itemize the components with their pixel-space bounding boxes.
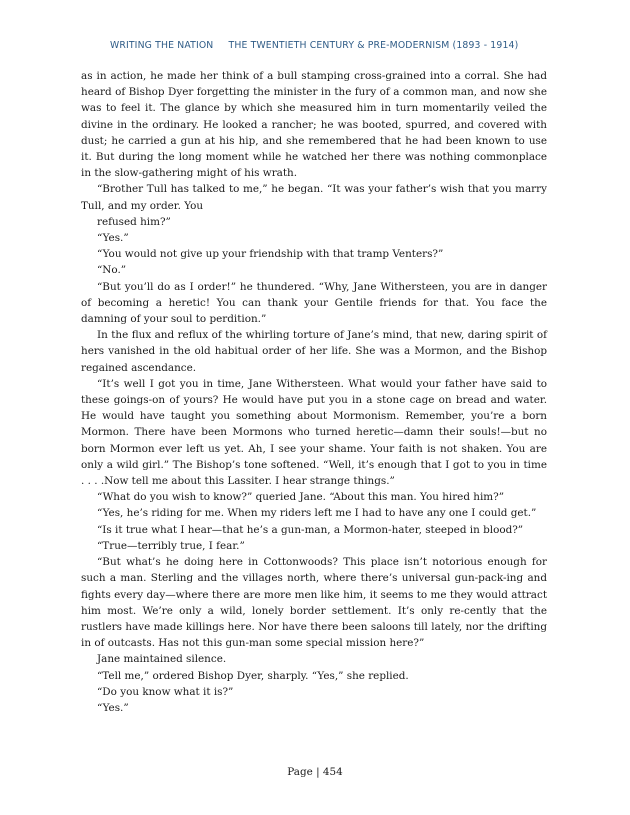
header-chapter-title: THE TWENTIETH CENTURY & PRE-MODERNISM (1893 - 1914) [228, 40, 519, 51]
page-number: Page | 454 [287, 766, 343, 778]
running-header [110, 40, 530, 51]
paragraph: “True—terribly true, I fear.” [97, 539, 245, 552]
paragraph: “Yes, he’s riding for me. When my riders left me I had to have any one I could get.” [97, 507, 537, 520]
paragraph: “Is it true what I hear—that he’s a gun-man, a Mormon-hater, steeped in blood?” [97, 523, 524, 536]
paragraph: “It’s well I got you in time, Jane Withersteen. What would your father have said to these goings-on of yours? He would have put you in a stone cage on bread and water. He would have taught you something about Mormonism. Remember, you’re a born Mormon. There have been Mormons who turned heretic—damn their souls!—but no born Mormon ever left us yet. Ah, I see your shame. Your faith is not shaken. You are only a wild girl.” The Bishop’s tone softened. “Well, it’s enough that I got to you in time . . . .Now tell me about this Lassiter. I hear strange things.” [81, 377, 547, 488]
paragraph: In the flux and reflux of the whirling torture of Jane’s mind, that new, daring spirit of hers vanished in the old habitual order of her life. She was a Mormon, and the Bishop regained ascendance. [81, 329, 547, 374]
paragraph: “No.” [97, 264, 127, 277]
page-footer [0, 766, 630, 778]
paragraph: “Do you know what it is?” [97, 685, 234, 698]
page-body [81, 68, 547, 716]
paragraph: “But you’ll do as I order!” he thundered. “Why, Jane Withersteen, you are in danger of becoming a heretic! You can thank your Gentile friends for that. You face the damning of your soul to perdition.” [81, 280, 547, 326]
paragraph: “What do you wish to know?” queried Jane. “About this man. You hired him?” [97, 491, 505, 504]
paragraph: “Tell me,” ordered Bishop Dyer, sharply. “Yes,” she replied. [97, 669, 409, 682]
paragraph: “Yes.” [97, 701, 129, 714]
paragraph: “Yes.” [97, 232, 129, 245]
paragraph: “Brother Tull has talked to me,” he began. “It was your father’s wish that you marry Tull, and my order. You [81, 183, 547, 212]
header-section-label: WRITING THE NATION [110, 40, 214, 51]
paragraph: “You would not give up your friendship with that tramp Venters?” [97, 248, 444, 261]
paragraph: Jane maintained silence. [97, 653, 227, 666]
paragraph: “But what’s he doing here in Cottonwoods? This place isn’t notorious enough for such a man. Sterling and the villages north, where there’s universal gun-pack-ing and fights every day—where there are more men like him, it seems to me they would attract him most. We’re only a wild, lonely border settlement. It’s only re-cently that the rustlers have made killings here. Nor have there been saloons till lately, nor the drifting in of outcasts. Has not this gun-man some special mission here?” [81, 556, 547, 650]
paragraph: as in action, he made her think of a bull stamping cross-grained into a corral. She had heard of Bishop Dyer forgetting the minister in the fury of a common man, and now she was to feel it. The glance by which she measured him in turn momentarily veiled the divine in the ordinary. He looked a rancher; he was booted, spurred, and covered with dust; he carried a gun at his hip, and she remembered that he had been known to use it. But during the long moment while he watched her there was nothing commonplace in the slow-gathering might of his wrath. [81, 70, 547, 180]
paragraph: refused him?” [97, 215, 171, 228]
